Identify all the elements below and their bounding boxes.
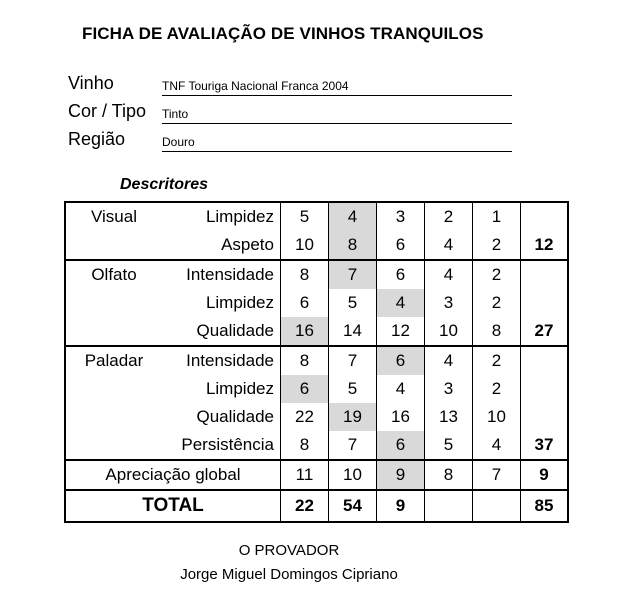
- subtotal-visual: 12: [521, 231, 569, 260]
- table-row: [65, 460, 568, 490]
- criterion-label: Intensidade: [162, 346, 281, 375]
- score-cell-selected[interactable]: 6: [281, 375, 329, 403]
- score-cell[interactable]: 10: [473, 403, 521, 431]
- page-title: FICHA DE AVALIAÇÃO DE VINHOS TRANQUILOS: [82, 24, 484, 43]
- score-cell[interactable]: 3: [425, 375, 473, 403]
- subtotal-cell: [521, 202, 569, 231]
- score-cell[interactable]: 1: [473, 202, 521, 231]
- score-cell[interactable]: 2: [473, 346, 521, 375]
- section-name-empty: [65, 317, 162, 346]
- table-row: [65, 317, 568, 346]
- table-row: [65, 289, 568, 317]
- score-cell[interactable]: 7: [473, 460, 521, 490]
- score-cell-selected[interactable]: 19: [329, 403, 377, 431]
- score-cell[interactable]: 10: [281, 231, 329, 260]
- subtotal-cell: [521, 289, 569, 317]
- score-cell[interactable]: 5: [425, 431, 473, 460]
- total-label: TOTAL: [65, 490, 281, 522]
- score-cell-selected[interactable]: 9: [377, 460, 425, 490]
- score-cell[interactable]: 10: [329, 460, 377, 490]
- score-cell[interactable]: 6: [377, 231, 425, 260]
- score-cell[interactable]: 14: [329, 317, 377, 346]
- score-cell-selected[interactable]: 4: [329, 202, 377, 231]
- table-row: [65, 346, 568, 375]
- score-cell[interactable]: 8: [281, 260, 329, 289]
- subtotal-cell: [521, 403, 569, 431]
- section-name-empty: [65, 231, 162, 260]
- total-column: 22: [281, 490, 329, 522]
- total-column: [473, 490, 521, 522]
- criterion-label: Limpidez: [162, 202, 281, 231]
- score-cell-selected[interactable]: 7: [329, 260, 377, 289]
- score-cell[interactable]: 5: [329, 375, 377, 403]
- regiao-label: Região: [68, 129, 126, 149]
- score-cell[interactable]: 4: [425, 231, 473, 260]
- cor-tipo-label: Cor / Tipo: [68, 101, 147, 121]
- score-cell[interactable]: 6: [377, 260, 425, 289]
- vinho-value: TNF Touriga Nacional Franca 2004: [162, 79, 512, 96]
- score-cell-selected[interactable]: 6: [377, 431, 425, 460]
- score-cell[interactable]: 2: [473, 289, 521, 317]
- score-cell[interactable]: 3: [377, 202, 425, 231]
- criterion-label: Qualidade: [196, 407, 274, 426]
- score-cell-selected[interactable]: 8: [329, 231, 377, 260]
- score-cell[interactable]: 8: [281, 346, 329, 375]
- score-cell[interactable]: 3: [425, 289, 473, 317]
- subtotal-olfato: 27: [521, 317, 569, 346]
- score-cell[interactable]: 7: [329, 431, 377, 460]
- score-cell-selected[interactable]: 4: [377, 289, 425, 317]
- score-cell[interactable]: 2: [473, 375, 521, 403]
- total-column: 9: [377, 490, 425, 522]
- score-cell[interactable]: 8: [473, 317, 521, 346]
- regiao-value: Douro: [162, 135, 512, 152]
- criterion-label: Persistência: [181, 435, 274, 454]
- criterion-label: Limpidez: [205, 293, 274, 312]
- section-name: Paladar: [65, 346, 162, 375]
- table-row: [65, 202, 568, 231]
- section-name-empty: [65, 375, 162, 403]
- score-cell[interactable]: 13: [425, 403, 473, 431]
- total-row: [65, 490, 568, 522]
- criterion-label: Qualidade: [196, 321, 274, 340]
- score-cell[interactable]: 2: [425, 202, 473, 231]
- section-name: Visual: [65, 202, 162, 231]
- score-cell-selected[interactable]: 16: [281, 317, 329, 346]
- score-cell[interactable]: 22: [281, 403, 329, 431]
- subtotal-global: 9: [521, 460, 569, 490]
- criterion-label: Aspeto: [221, 235, 274, 254]
- table-row: [65, 403, 568, 431]
- score-cell[interactable]: 7: [329, 346, 377, 375]
- subtotal-paladar: 37: [521, 431, 569, 460]
- provador-role: O PROVADOR: [238, 542, 340, 559]
- score-cell[interactable]: 4: [425, 346, 473, 375]
- provador-name: Jorge Miguel Domingos Cipriano: [180, 566, 398, 583]
- subtotal-cell: [521, 346, 569, 375]
- score-cell[interactable]: 8: [281, 431, 329, 460]
- score-cell[interactable]: 4: [425, 260, 473, 289]
- score-cell[interactable]: 5: [281, 202, 329, 231]
- table-row: [65, 260, 568, 289]
- total-column: 54: [329, 490, 377, 522]
- descritores-label: Descritores: [120, 176, 209, 193]
- score-cell[interactable]: 11: [281, 460, 329, 490]
- score-cell[interactable]: 2: [473, 231, 521, 260]
- table-row: [65, 375, 568, 403]
- score-cell[interactable]: 12: [377, 317, 425, 346]
- score-cell[interactable]: 4: [473, 431, 521, 460]
- total-column: [425, 490, 473, 522]
- score-cell[interactable]: 6: [281, 289, 329, 317]
- subtotal-cell: [521, 260, 569, 289]
- vinho-label: Vinho: [68, 73, 114, 93]
- section-name-empty: [65, 289, 162, 317]
- criterion-label: Intensidade: [162, 260, 281, 289]
- score-cell[interactable]: 10: [425, 317, 473, 346]
- section-name: Olfato: [65, 260, 162, 289]
- evaluation-table: [64, 201, 569, 523]
- score-cell[interactable]: 4: [377, 375, 425, 403]
- score-cell[interactable]: 16: [377, 403, 425, 431]
- table-row: [65, 231, 568, 260]
- subtotal-cell: [521, 375, 569, 403]
- section-name-empty: [65, 403, 162, 431]
- table-row: [65, 431, 568, 460]
- score-cell[interactable]: 8: [425, 460, 473, 490]
- cor-tipo-value: Tinto: [162, 107, 512, 124]
- criterion-label: Limpidez: [205, 379, 274, 398]
- score-cell[interactable]: 2: [473, 260, 521, 289]
- score-cell-selected[interactable]: 6: [377, 346, 425, 375]
- global-label: Apreciação global: [65, 460, 281, 490]
- section-name-empty: [65, 431, 162, 460]
- grand-total: 85: [521, 490, 569, 522]
- score-cell[interactable]: 5: [329, 289, 377, 317]
